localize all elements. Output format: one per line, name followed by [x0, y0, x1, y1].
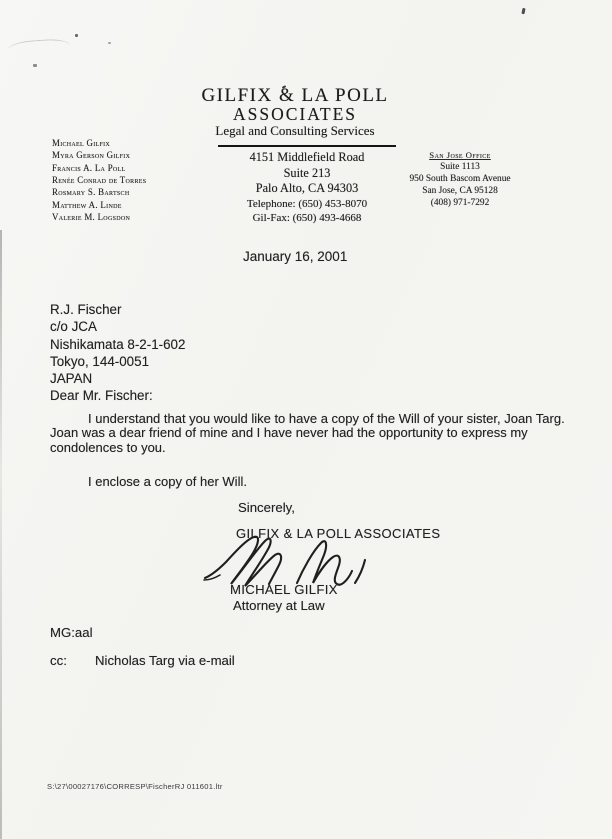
attorney-name: Rosmary S. Bartsch [52, 187, 130, 198]
recipient-address-block [50, 301, 185, 387]
attorney-name: Renée Conrad de Torres [52, 175, 147, 186]
attorney-name: Matthew A. Linde [52, 199, 122, 210]
scan-speck [33, 64, 37, 67]
office-address-line: 950 South Bascom Avenue [409, 174, 511, 184]
attorney-name: Valerie M. Logsdon [52, 212, 131, 223]
san-jose-office-title: San Jose Office [429, 150, 491, 160]
body-paragraph-2: I enclose a copy of her Will. [88, 474, 247, 489]
typist-initials: MG:aal [50, 625, 93, 640]
recipient-line: c/o JCA [50, 319, 97, 335]
palo-alto-office-block [218, 150, 396, 226]
signer-title: Attorney at Law [233, 598, 325, 613]
recipient-line: JAPAN [50, 371, 93, 387]
document-file-path: S:\27\00027176\CORRESP\FischerRJ 011601.ltr [47, 782, 223, 791]
body-paragraph-1: I understand that you would like to have a copy of the Will of your sister, Joan Targ. Joan was a dear friend of mine and I have never had the opportunity to express my condolences to you. [50, 411, 572, 455]
scan-fold-mark [8, 38, 71, 57]
attorney-name: Michael Gilfix [52, 138, 111, 148]
signature-firm-name: GILFIX & LA POLL ASSOCIATES [236, 526, 441, 541]
office-telephone: Telephone: (650) 453-8070 [246, 198, 368, 211]
cc-label: cc: [50, 653, 67, 668]
office-fax: Gil-Fax: (650) 493-4668 [252, 212, 362, 225]
office-address-line: Suite 1113 [440, 162, 480, 172]
office-address-line: Palo Alto, CA 94303 [255, 181, 359, 196]
cc-recipient: Nicholas Targ via e-mail [95, 653, 235, 668]
firm-name-line1: GILFIX & LA POLL [201, 85, 389, 106]
attorney-name: Myra Gerson Gilfix [52, 150, 131, 161]
scan-speck [521, 8, 525, 14]
recipient-line: R.J. Fischer [50, 302, 122, 317]
office-telephone: (408) 971-7292 [430, 198, 490, 208]
office-address-line: 4151 Middlefield Road [249, 150, 365, 164]
recipient-line: Nishikamata 8-2-1-602 [50, 336, 186, 352]
office-address-line: Suite 213 [283, 165, 331, 180]
cc-line [50, 653, 235, 668]
scan-edge-shadow [0, 230, 2, 839]
letter-date: January 16, 2001 [243, 249, 348, 264]
attorney-list [52, 137, 146, 223]
scan-speck [108, 42, 111, 44]
recipient-line: Tokyo, 144-0051 [50, 353, 150, 369]
closing: Sincerely, [238, 500, 295, 515]
firm-tagline: Legal and Consulting Services [215, 123, 375, 138]
firm-name-line2: ASSOCIATES [232, 104, 358, 124]
scan-speck [75, 34, 78, 37]
attorney-name: Francis A. La Poll [52, 162, 126, 173]
office-address-line: San Jose, CA 95128 [422, 186, 498, 196]
signer-name: MICHAEL GILFIX [230, 582, 338, 597]
letterhead-divider-rule [218, 145, 396, 147]
san-jose-office-block [400, 149, 520, 209]
salutation: Dear Mr. Fischer: [50, 388, 153, 403]
